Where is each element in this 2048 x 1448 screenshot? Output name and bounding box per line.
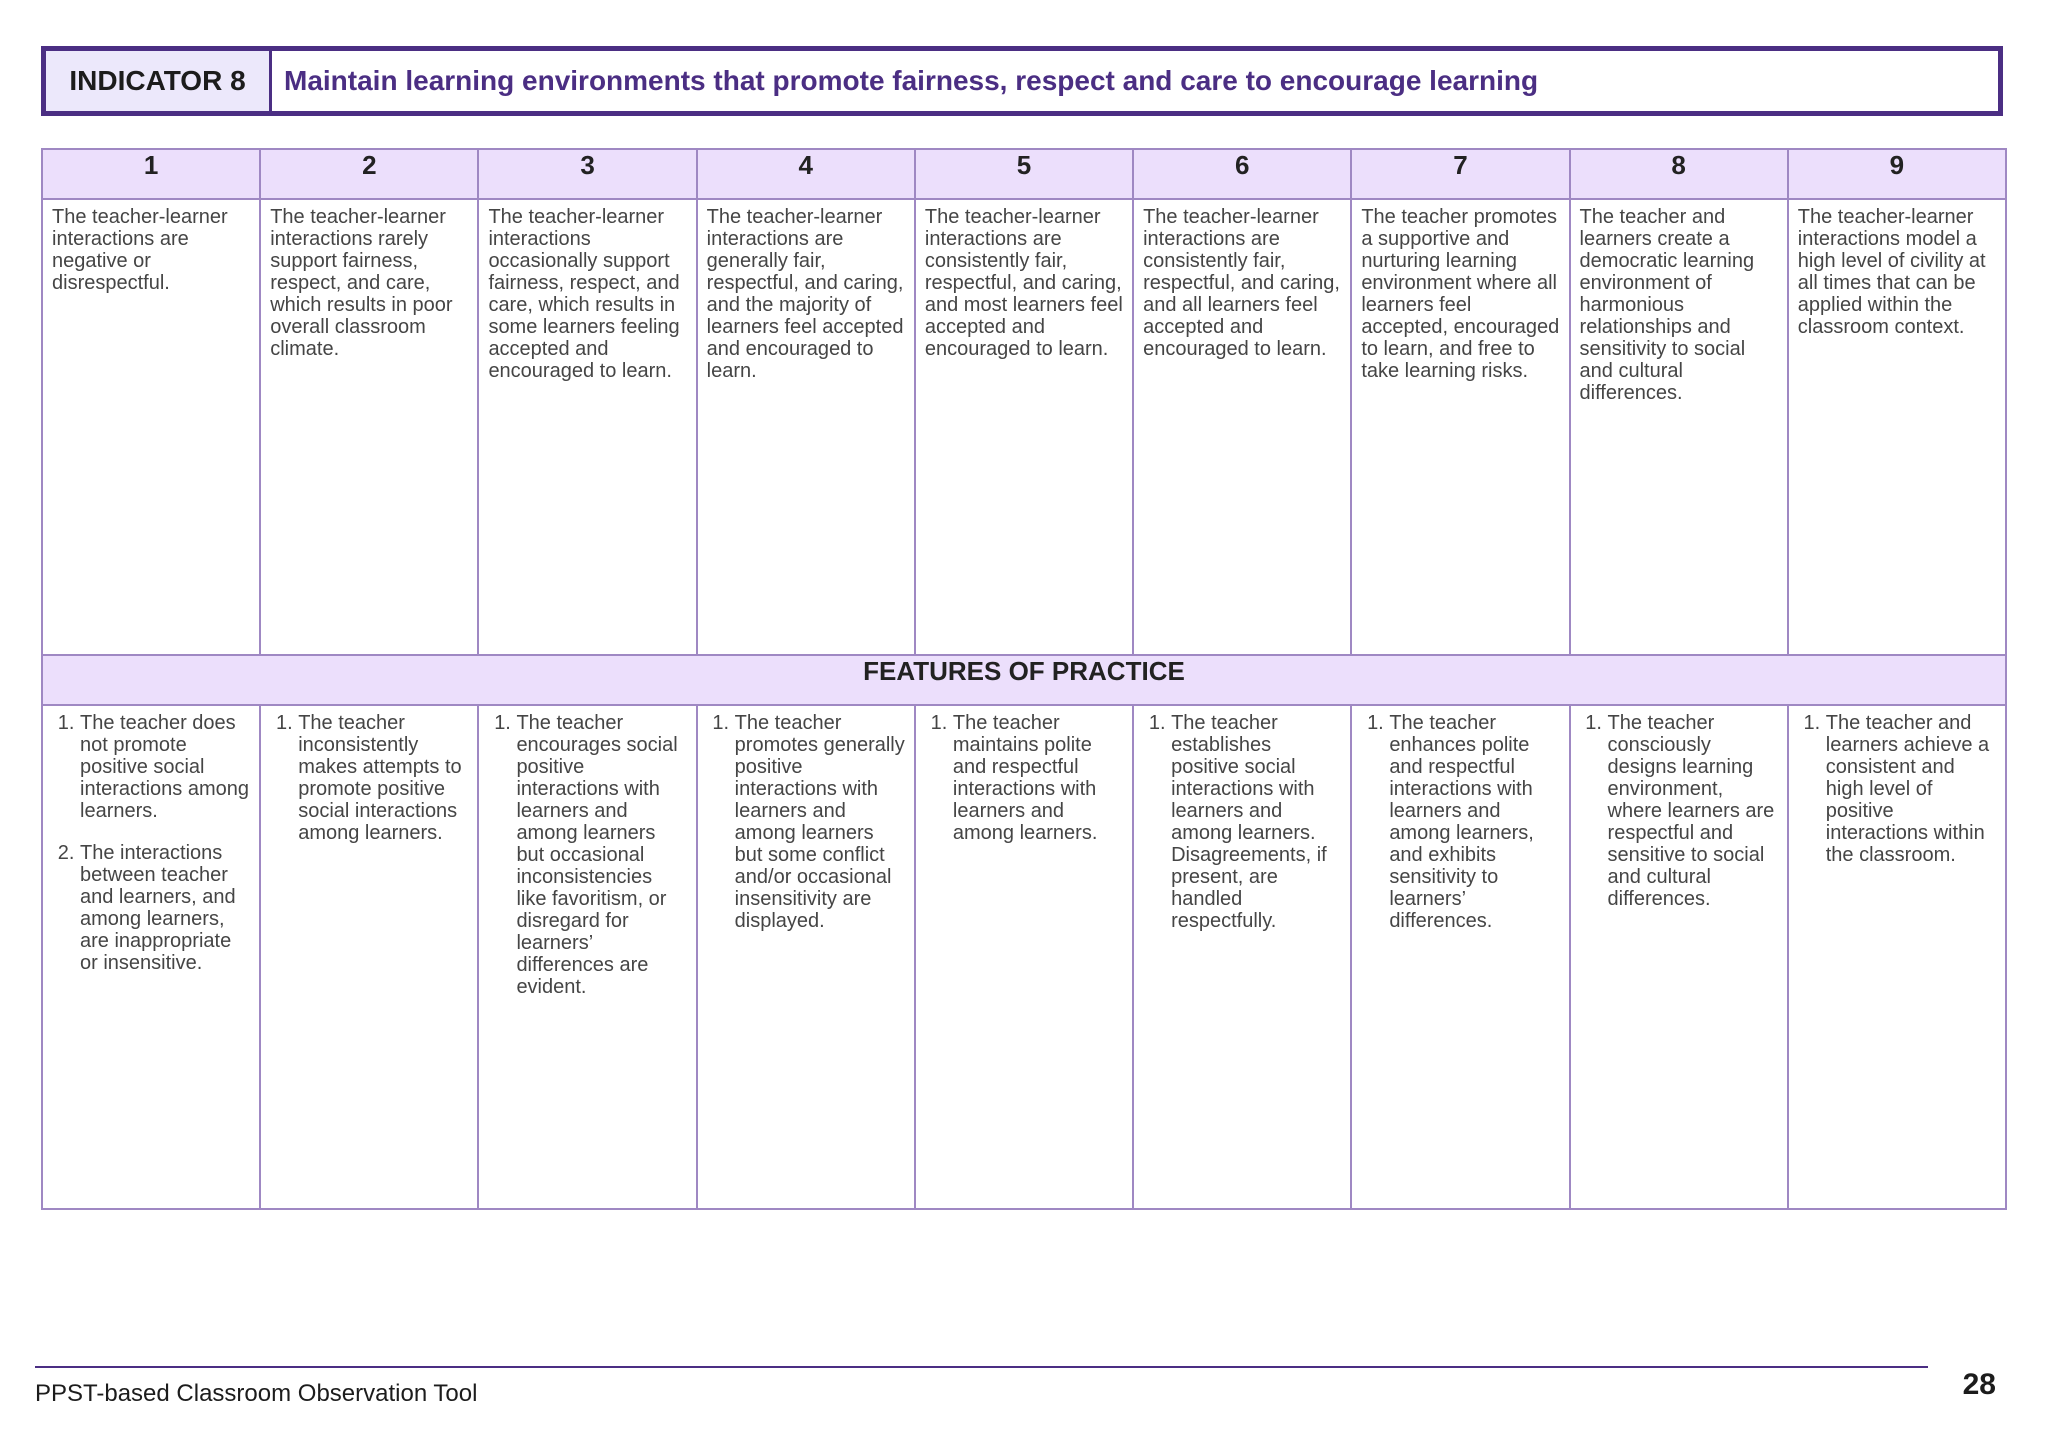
level-description: The teacher promotes a supportive and nurturing learning environment where all learners feel accepted, encouraged to learn, and free to take learning risks. [1351,199,1569,655]
feature-item: 1. The teacher consciously designs learning environment, where learners are respectful and sensitive to social and cultural differences. [1608,712,1778,910]
indicator-code: INDICATOR 8 [46,51,272,111]
feature-item: 1. The teacher inconsistently makes attempts to promote positive social interactions among learners. [298,712,468,844]
features-row [42,705,2006,1209]
level-header: 3 [478,149,696,199]
feature-item: 1. The teacher maintains polite and respectful interactions with learners and among learners. [953,712,1123,844]
features-heading-row [42,655,2006,705]
features-cell [697,705,915,1209]
footer-title: PPST-based Classroom Observation Tool [35,1380,478,1407]
feature-item: 1. The teacher promotes generally positive interactions with learners and among learners but some conflict and/or occasional insensitivity are displayed. [735,712,905,932]
feature-item: 1. The teacher enhances polite and respectful interactions with learners and among learners, and exhibits sensitivity to learners’ differences. [1389,712,1559,932]
features-cell [260,705,478,1209]
level-description: The teacher-learner interactions are consistently fair, respectful, and caring, and most learners feel accepted and encouraged to learn. [915,199,1133,655]
features-cell [1351,705,1569,1209]
level-description: The teacher-learner interactions model a high level of civility at all times that can be applied within the classroom context. [1788,199,2006,655]
footer-divider [35,1366,1928,1368]
level-header: 5 [915,149,1133,199]
feature-item: 1. The teacher does not promote positive social interactions among learners. [80,712,250,822]
indicator-banner [41,46,2003,116]
level-description: The teacher-learner interactions rarely support fairness, respect, and care, which results in poor overall classroom climate. [260,199,478,655]
level-description: The teacher-learner interactions are generally fair, respectful, and caring, and the majority of learners feel accepted and encouraged to learn. [697,199,915,655]
level-header: 7 [1351,149,1569,199]
feature-item: 1. The teacher establishes positive social interactions with learners and among learners. Disagreements, if present, are handled respectfully. [1171,712,1341,932]
feature-item: 1. The teacher encourages social positive interactions with learners and among learners but occasional inconsistencies like favoritism, or disregard for learners’ differences are evident. [516,712,686,998]
features-cell [1133,705,1351,1209]
level-header: 2 [260,149,478,199]
features-cell [915,705,1133,1209]
feature-item: 2. The interactions between teacher and learners, and among learners, are inappropriate or insensitive. [80,842,250,974]
features-heading: FEATURES OF PRACTICE [42,655,2006,705]
level-description: The teacher-learner interactions are consistently fair, respectful, and caring, and all learners feel accepted and encouraged to learn. [1133,199,1351,655]
level-description: The teacher-learner interactions occasionally support fairness, respect, and care, which results in some learners feeling accepted and encouraged to learn. [478,199,696,655]
level-header: 6 [1133,149,1351,199]
level-header: 4 [697,149,915,199]
features-cell [1570,705,1788,1209]
page-number: 28 [1962,1368,1996,1401]
indicator-title: Maintain learning environments that promote fairness, respect and care to encourage learning [284,65,1539,96]
features-cell [1788,705,2006,1209]
level-header: 1 [42,149,260,199]
level-description: The teacher-learner interactions are negative or disrespectful. [42,199,260,655]
features-cell [478,705,696,1209]
feature-item: 1. The teacher and learners achieve a consistent and high level of positive interactions within the classroom. [1826,712,1996,866]
level-header: 9 [1788,149,2006,199]
level-description: The teacher and learners create a democratic learning environment of harmonious relationships and sensitivity to social and cultural differences. [1570,199,1788,655]
level-header-row [42,149,2006,199]
rubric-table [41,148,2007,1210]
features-cell [42,705,260,1209]
description-row [42,199,2006,655]
level-header: 8 [1570,149,1788,199]
